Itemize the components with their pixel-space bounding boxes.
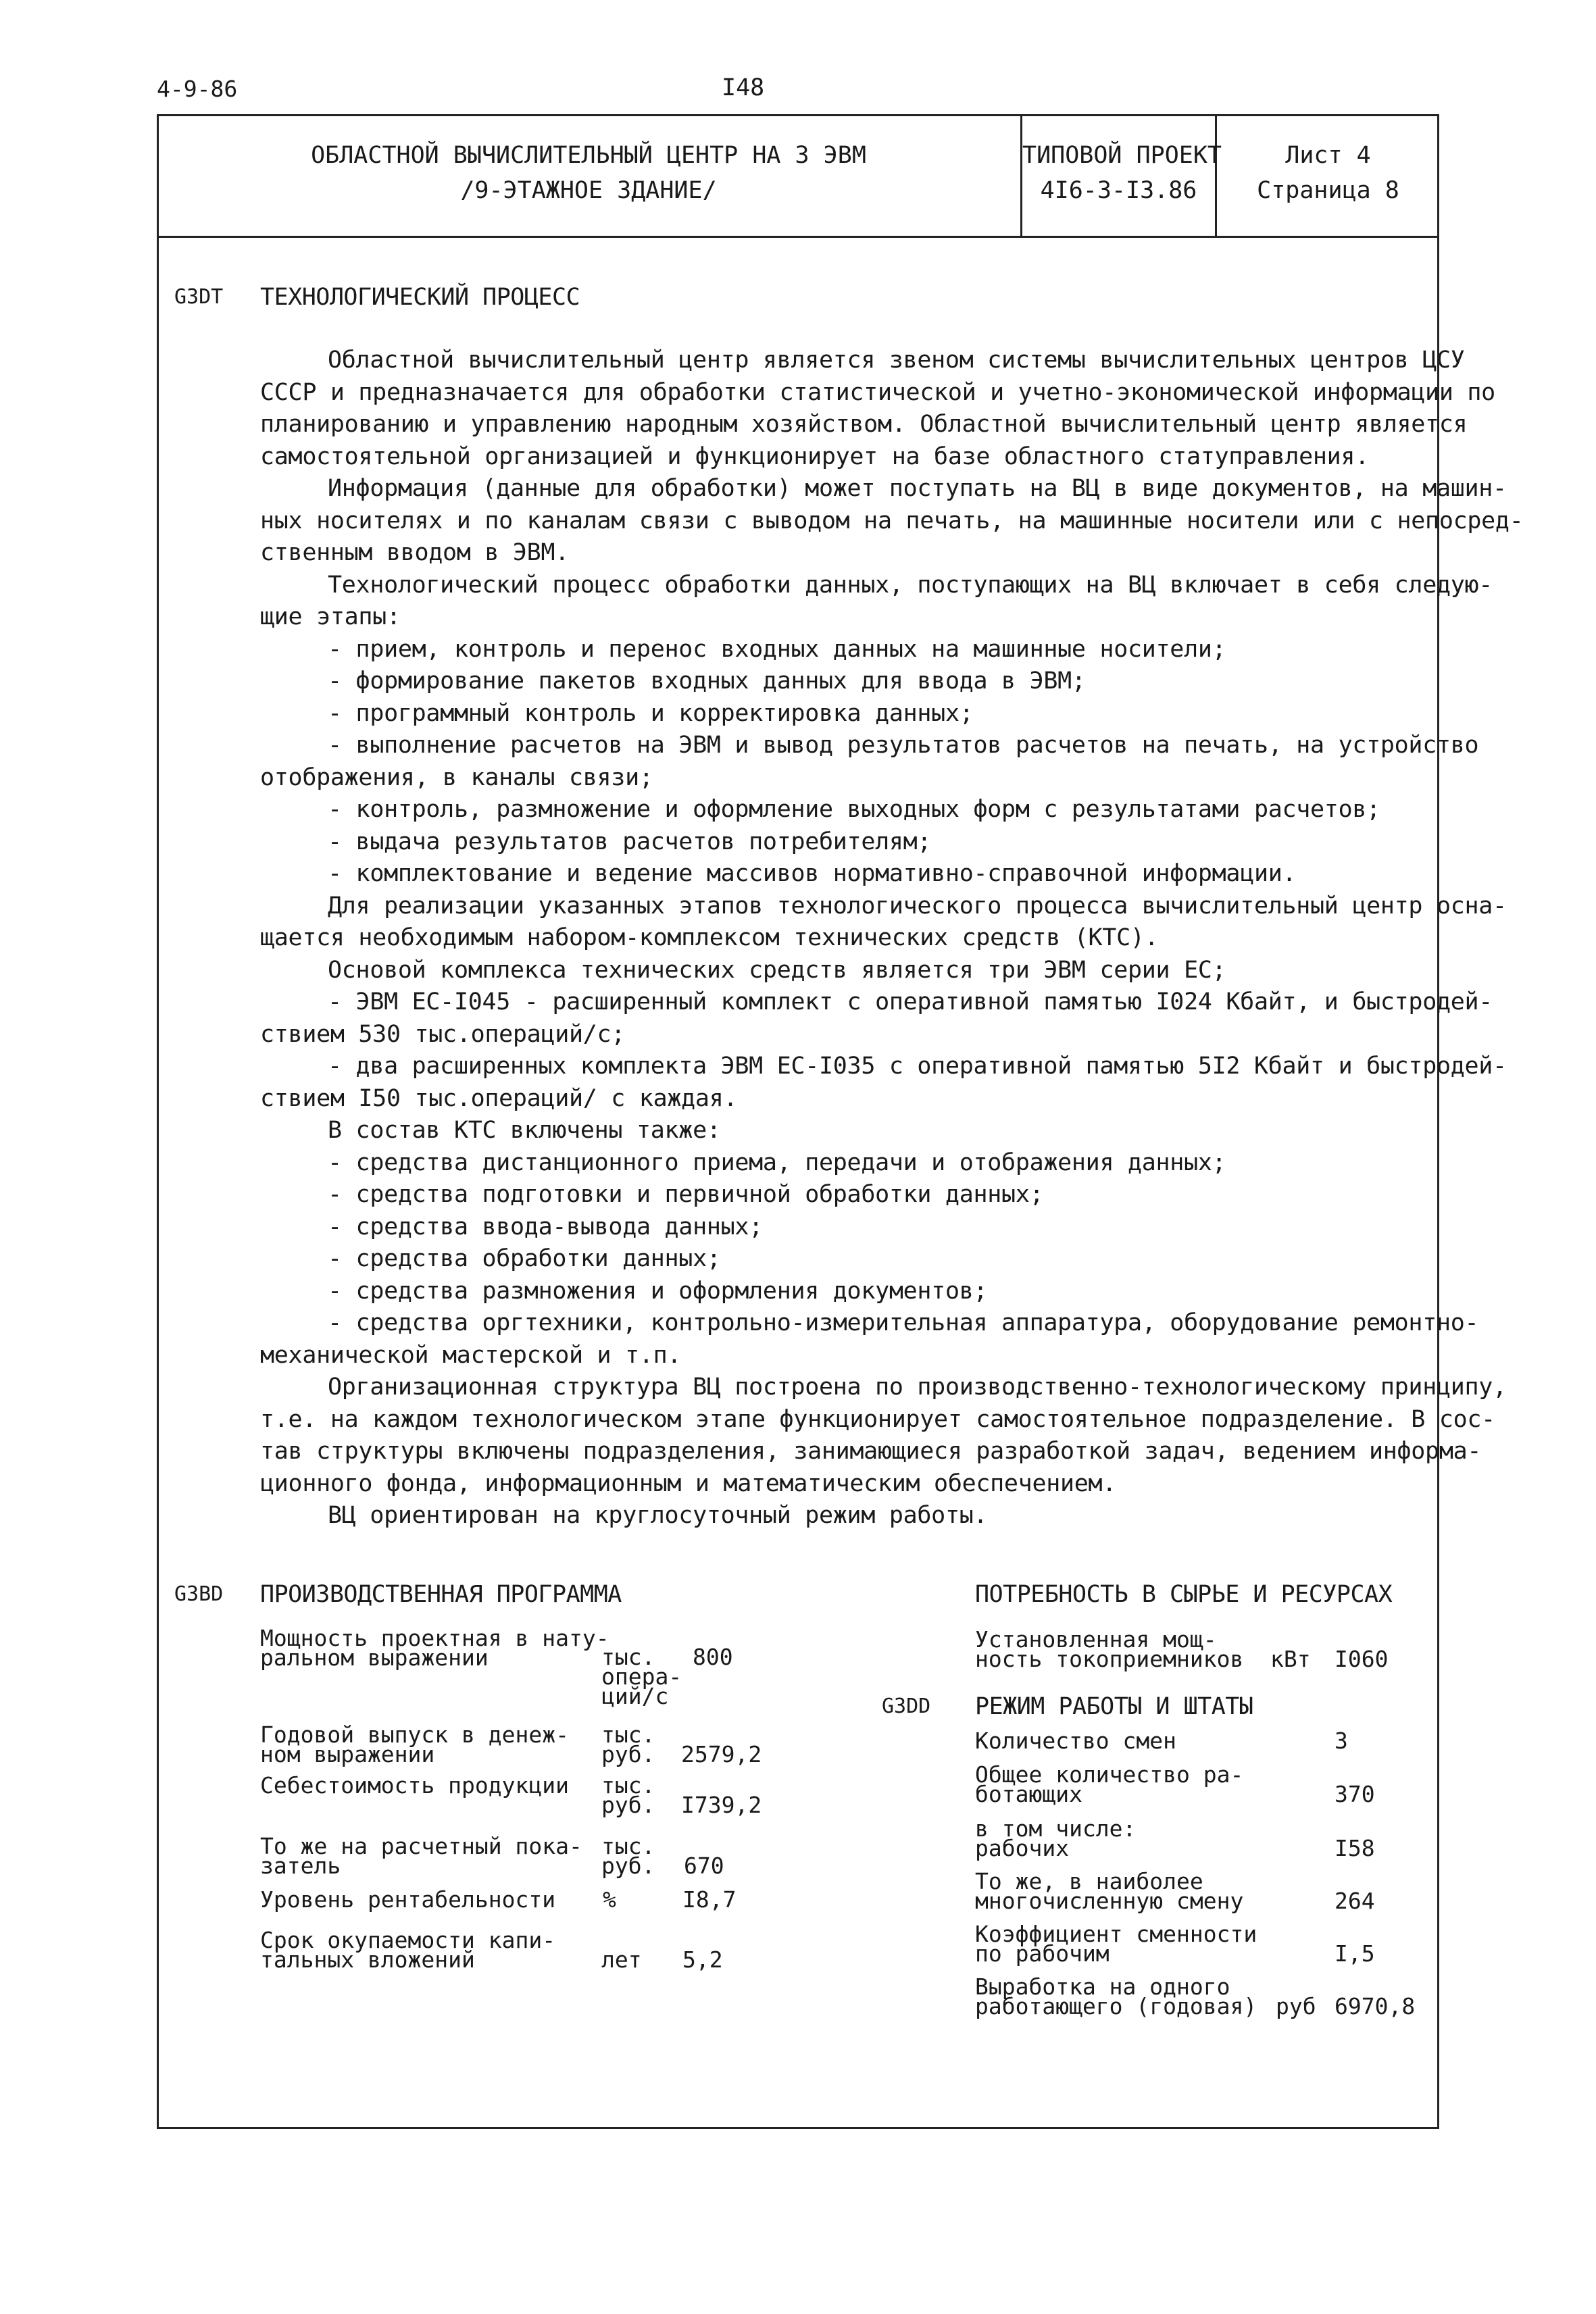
power-value: I060 [1335, 1646, 1389, 1672]
project-label: ТИПОВОЙ ПРОЕКТ [1022, 142, 1222, 169]
tech-line: ствием I50 тыс.операций/ с каждая. [260, 1084, 738, 1112]
tech-line: планированию и управлению народным хозяйством. Областной вычислительный центр является [260, 411, 1468, 438]
staff-row-label: То же, в наиболее многочисленную смену [975, 1868, 1244, 1914]
power-unit: кВт [1270, 1646, 1311, 1672]
header-divider-v2 [1215, 114, 1217, 236]
production-row-label: Годовой выпуск в денеж- ном выражении [260, 1721, 569, 1767]
tech-line: ВЦ ориентирован на круглосуточный режим работы. [328, 1502, 988, 1529]
production-row-unit: тыс. руб. [601, 1833, 655, 1879]
resources-section-title: ПОТРЕБНОСТЬ В СЫРЬЕ И РЕСУРСАХ [975, 1581, 1393, 1608]
production-row-label: Уровень рентабельности [260, 1886, 556, 1913]
production-row-label: Срок окупаемости капи- тальных вложений [260, 1927, 556, 1973]
title-line-1: ОБЛАСТНОЙ ВЫЧИСЛИТЕЛЬНЫЙ ЦЕНТР НА 3 ЭВМ [311, 142, 866, 169]
staff-row-label: Количество смен [975, 1728, 1177, 1754]
tech-body [260, 345, 1524, 1532]
production-row-value: 800 [693, 1644, 733, 1670]
staff-row-value: 370 [1335, 1781, 1375, 1807]
production-row-value: 670 [684, 1853, 724, 1879]
production-row-label: Мощность проектная в нату- ральном выражении [260, 1625, 609, 1671]
header-divider [157, 236, 1439, 238]
tech-line: - выдача результатов расчетов потребителям; [328, 828, 932, 855]
page-label: Страница 8 [1257, 177, 1399, 204]
tech-line: - формирование пакетов входных данных для ввода в ЭВМ; [328, 668, 1086, 695]
production-row-unit: лет [601, 1946, 642, 1973]
staff-row-label: Выработка на одного работающего (годовая) [975, 1973, 1257, 2019]
tech-line: - прием, контроль и перенос входных данных на машинные носители; [328, 635, 1226, 663]
tech-line: - средства размножения и оформления документов; [328, 1277, 988, 1305]
tech-line: щие этапы: [260, 603, 401, 630]
tech-line: щается необходимым набором-комплексом технических средств (КТС). [260, 924, 1159, 951]
tech-line: ствием 530 тыс.операций/с; [260, 1020, 626, 1048]
tech-section-code: G3DT [174, 285, 224, 309]
staff-row-value: 6970,8 [1335, 1993, 1416, 2019]
tech-line: Технологический процесс обработки данных, поступающих на ВЦ включает в себя следую- [328, 571, 1493, 599]
doc-code: 4-9-86 [157, 76, 238, 102]
tech-line: - средства дистанционного приема, передачи и отображения данных; [328, 1149, 1226, 1176]
staff-row-value: I,5 [1335, 1940, 1375, 1967]
staff-row-label: Общее количество ра- ботающих [975, 1761, 1244, 1807]
production-row-value: I8,7 [682, 1886, 737, 1913]
production-row-unit: тыс. руб. [601, 1772, 655, 1818]
tech-line: Для реализации указанных этапов технологического процесса вычислительный центр осна- [328, 892, 1507, 920]
tech-line: Основой комплекса технических средств является три ЭВМ серии ЕС; [328, 956, 1226, 984]
power-label: Установленная мощ- ность токоприемников [975, 1626, 1244, 1672]
tech-line: Областной вычислительный центр является звеном системы вычислительных центров ЦСУ [328, 347, 1465, 374]
staff-row-value: 264 [1335, 1888, 1375, 1914]
production-row-unit: тыс. опера- ций/с [601, 1644, 682, 1709]
tech-section-title: ТЕХНОЛОГИЧЕСКИЙ ПРОЦЕСС [260, 284, 580, 311]
tech-line: - выполнение расчетов на ЭВМ и вывод результатов расчетов на печать, на устройство [328, 732, 1479, 759]
staff-row-unit: руб [1276, 1993, 1316, 2019]
tech-line: Организационная структура ВЦ построена по производственно-технологическому принципу, [328, 1374, 1507, 1401]
tech-line: - два расширенных комплекта ЭВМ ЕС-I035 с оперативной памятью 5I2 Кбайт и быстродей- [328, 1053, 1507, 1080]
tech-line: тав структуры включены подразделения, занимающиеся разработкой задач, ведением информа- [260, 1438, 1482, 1465]
staff-row-value: 3 [1335, 1728, 1348, 1754]
tech-line: - программный контроль и корректировка данных; [328, 699, 974, 727]
staff-row-label: в том числе: рабочих [975, 1815, 1137, 1861]
tech-line: - средства оргтехники, контрольно-измерительная аппаратура, оборудование ремонтно- [328, 1309, 1479, 1336]
staff-row-value: I58 [1335, 1835, 1375, 1861]
tech-line: - средства обработки данных; [328, 1245, 721, 1272]
mode-section-title: РЕЖИМ РАБОТЫ И ШТАТЫ [975, 1693, 1253, 1720]
tech-line: - контроль, размножение и оформление выходных форм с результатами расчетов; [328, 796, 1380, 823]
title-line-2: /9-ЭТАЖНОЕ ЗДАНИЕ/ [460, 177, 717, 204]
production-row-unit: % [603, 1886, 616, 1913]
project-number: 4I6-3-I3.86 [1040, 177, 1197, 204]
production-row-label: Себестоимость продукции [260, 1772, 569, 1799]
tech-line: ственным вводом в ЭВМ. [260, 539, 569, 566]
production-row-value: 5,2 [682, 1946, 723, 1973]
production-row-value: I739,2 [681, 1792, 762, 1818]
production-row-unit: тыс. руб. [601, 1721, 655, 1767]
tech-line: - ЭВМ ЕС-I045 - расширенный комплект с оперативной памятью I024 Кбайт, и быстродей- [328, 988, 1493, 1015]
tech-line: - средства ввода-вывода данных; [328, 1213, 763, 1240]
tech-line: самостоятельной организацией и функционирует на базе областного статуправления. [260, 443, 1369, 470]
tech-line: ных носителях и по каналам связи с выводом на печать, на машинные носители или с непосред- [260, 507, 1524, 534]
production-row-label: То же на расчетный пока- затель [260, 1833, 582, 1879]
tech-line: т.е. на каждом технологическом этапе функционирует самостоятельное подразделение. В сос- [260, 1405, 1495, 1433]
production-row-value: 2579,2 [681, 1741, 762, 1767]
tech-line: отображения, в каналы связи; [260, 763, 653, 791]
page-number: I48 [722, 74, 765, 101]
tech-line: СССР и предназначается для обработки статистической и учетно-экономической информации по [260, 378, 1495, 406]
tech-line: В состав КТС включены также: [328, 1117, 721, 1144]
production-section-code: G3BD [174, 1582, 224, 1606]
mode-section-code: G3DD [882, 1694, 931, 1718]
production-section-title: ПРОИЗВОДСТВЕННАЯ ПРОГРАММА [260, 1581, 622, 1608]
staff-row-label: Коэффициент сменности по рабочим [975, 1921, 1257, 1967]
sheet-label: Лист 4 [1285, 142, 1371, 169]
tech-line: - комплектование и ведение массивов нормативно-справочной информации. [328, 860, 1297, 887]
tech-line: механической мастерской и т.п. [260, 1341, 682, 1369]
tech-line: Информация (данные для обработки) может поступать на ВЦ в виде документов, на машин- [328, 475, 1507, 502]
header-divider-v1 [1020, 114, 1022, 236]
tech-line: ционного фонда, информационным и математическим обеспечением. [260, 1469, 1117, 1497]
tech-line: - средства подготовки и первичной обработки данных; [328, 1181, 1044, 1208]
